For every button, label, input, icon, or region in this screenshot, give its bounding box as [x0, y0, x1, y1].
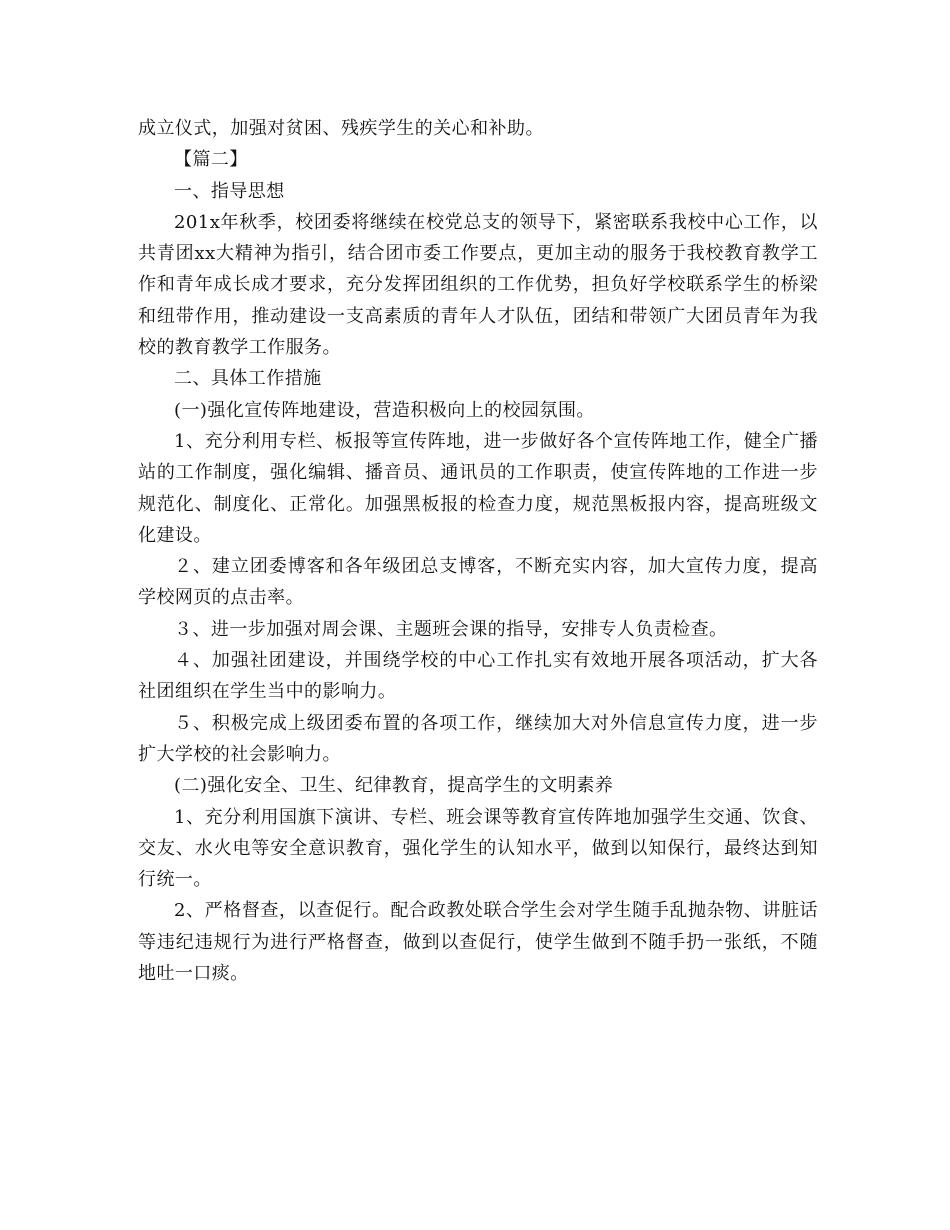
document-body [138, 113, 818, 989]
paragraph-publicity-3: ３、进一步加强对周会课、主题班会课的指导，安排专人负责检查。 [174, 618, 728, 640]
heading-specific-measures: 二、具体工作措施 [174, 368, 322, 390]
section-marker-part-two: 【篇二】 [174, 149, 248, 171]
paragraph-publicity-4: ４、加强社团建设，并围绕学校的中心工作扎实有效地开展各项活动，扩大各社团组织在学生当中的影响力。 [138, 650, 818, 703]
subheading-publicity: (一)强化宣传阵地建设，营造积极向上的校园氛围。 [174, 399, 595, 421]
paragraph-publicity-1: 1、充分利用专栏、板报等宣传阵地，进一步做好各个宣传阵地工作，健全广播站的工作制度，强化编辑、播音员、通讯员的工作职责，使宣传阵地的工作进一步规范化、制度化、正常化。加强黑板报的检查力度，规范黑板报内容，提高班级文化建设。 [138, 430, 818, 546]
paragraph-publicity-5: ５、积极完成上级团委布置的各项工作，继续加大对外信息宣传力度，进一步扩大学校的社会影响力。 [138, 712, 818, 765]
heading-guiding-ideology: 一、指导思想 [174, 180, 285, 202]
paragraph-safety-1: 1、充分利用国旗下演讲、专栏、班会课等教育宣传阵地加强学生交通、饮食、交友、水火电等安全意识教育，强化学生的认知水平，做到以知保行，最终达到知行统一。 [138, 806, 818, 891]
paragraph-guiding-ideology: 201x年秋季，校团委将继续在校党总支的领导下，紧密联系我校中心工作，以共青团xx大精神为指引，结合团市委工作要点，更加主动的服务于我校教育教学工作和青年成长成才要求，充分发挥团组织的工作优势，担负好学校联系学生的桥梁和纽带作用，推动建设一支高素质的青年人才队伍，团结和带领广大团员青年为我校的教育教学工作服务。 [138, 211, 818, 359]
subheading-safety-education: (二)强化安全、卫生、纪律教育，提高学生的文明素养 [174, 775, 614, 797]
paragraph-continuation: 成立仪式，加强对贫困、残疾学生的关心和补助。 [138, 118, 544, 139]
paragraph-safety-2: 2、严格督查，以查促行。配合政教处联合学生会对学生随手乱抛杂物、讲脏话等违纪违规行为进行严格督查，做到以查促行，使学生做到不随手扔一张纸，不随地吐一口痰。 [138, 900, 818, 985]
paragraph-publicity-2: ２、建立团委博客和各年级团总支博客，不断充实内容，加大宣传力度，提高学校网页的点击率。 [138, 556, 818, 609]
